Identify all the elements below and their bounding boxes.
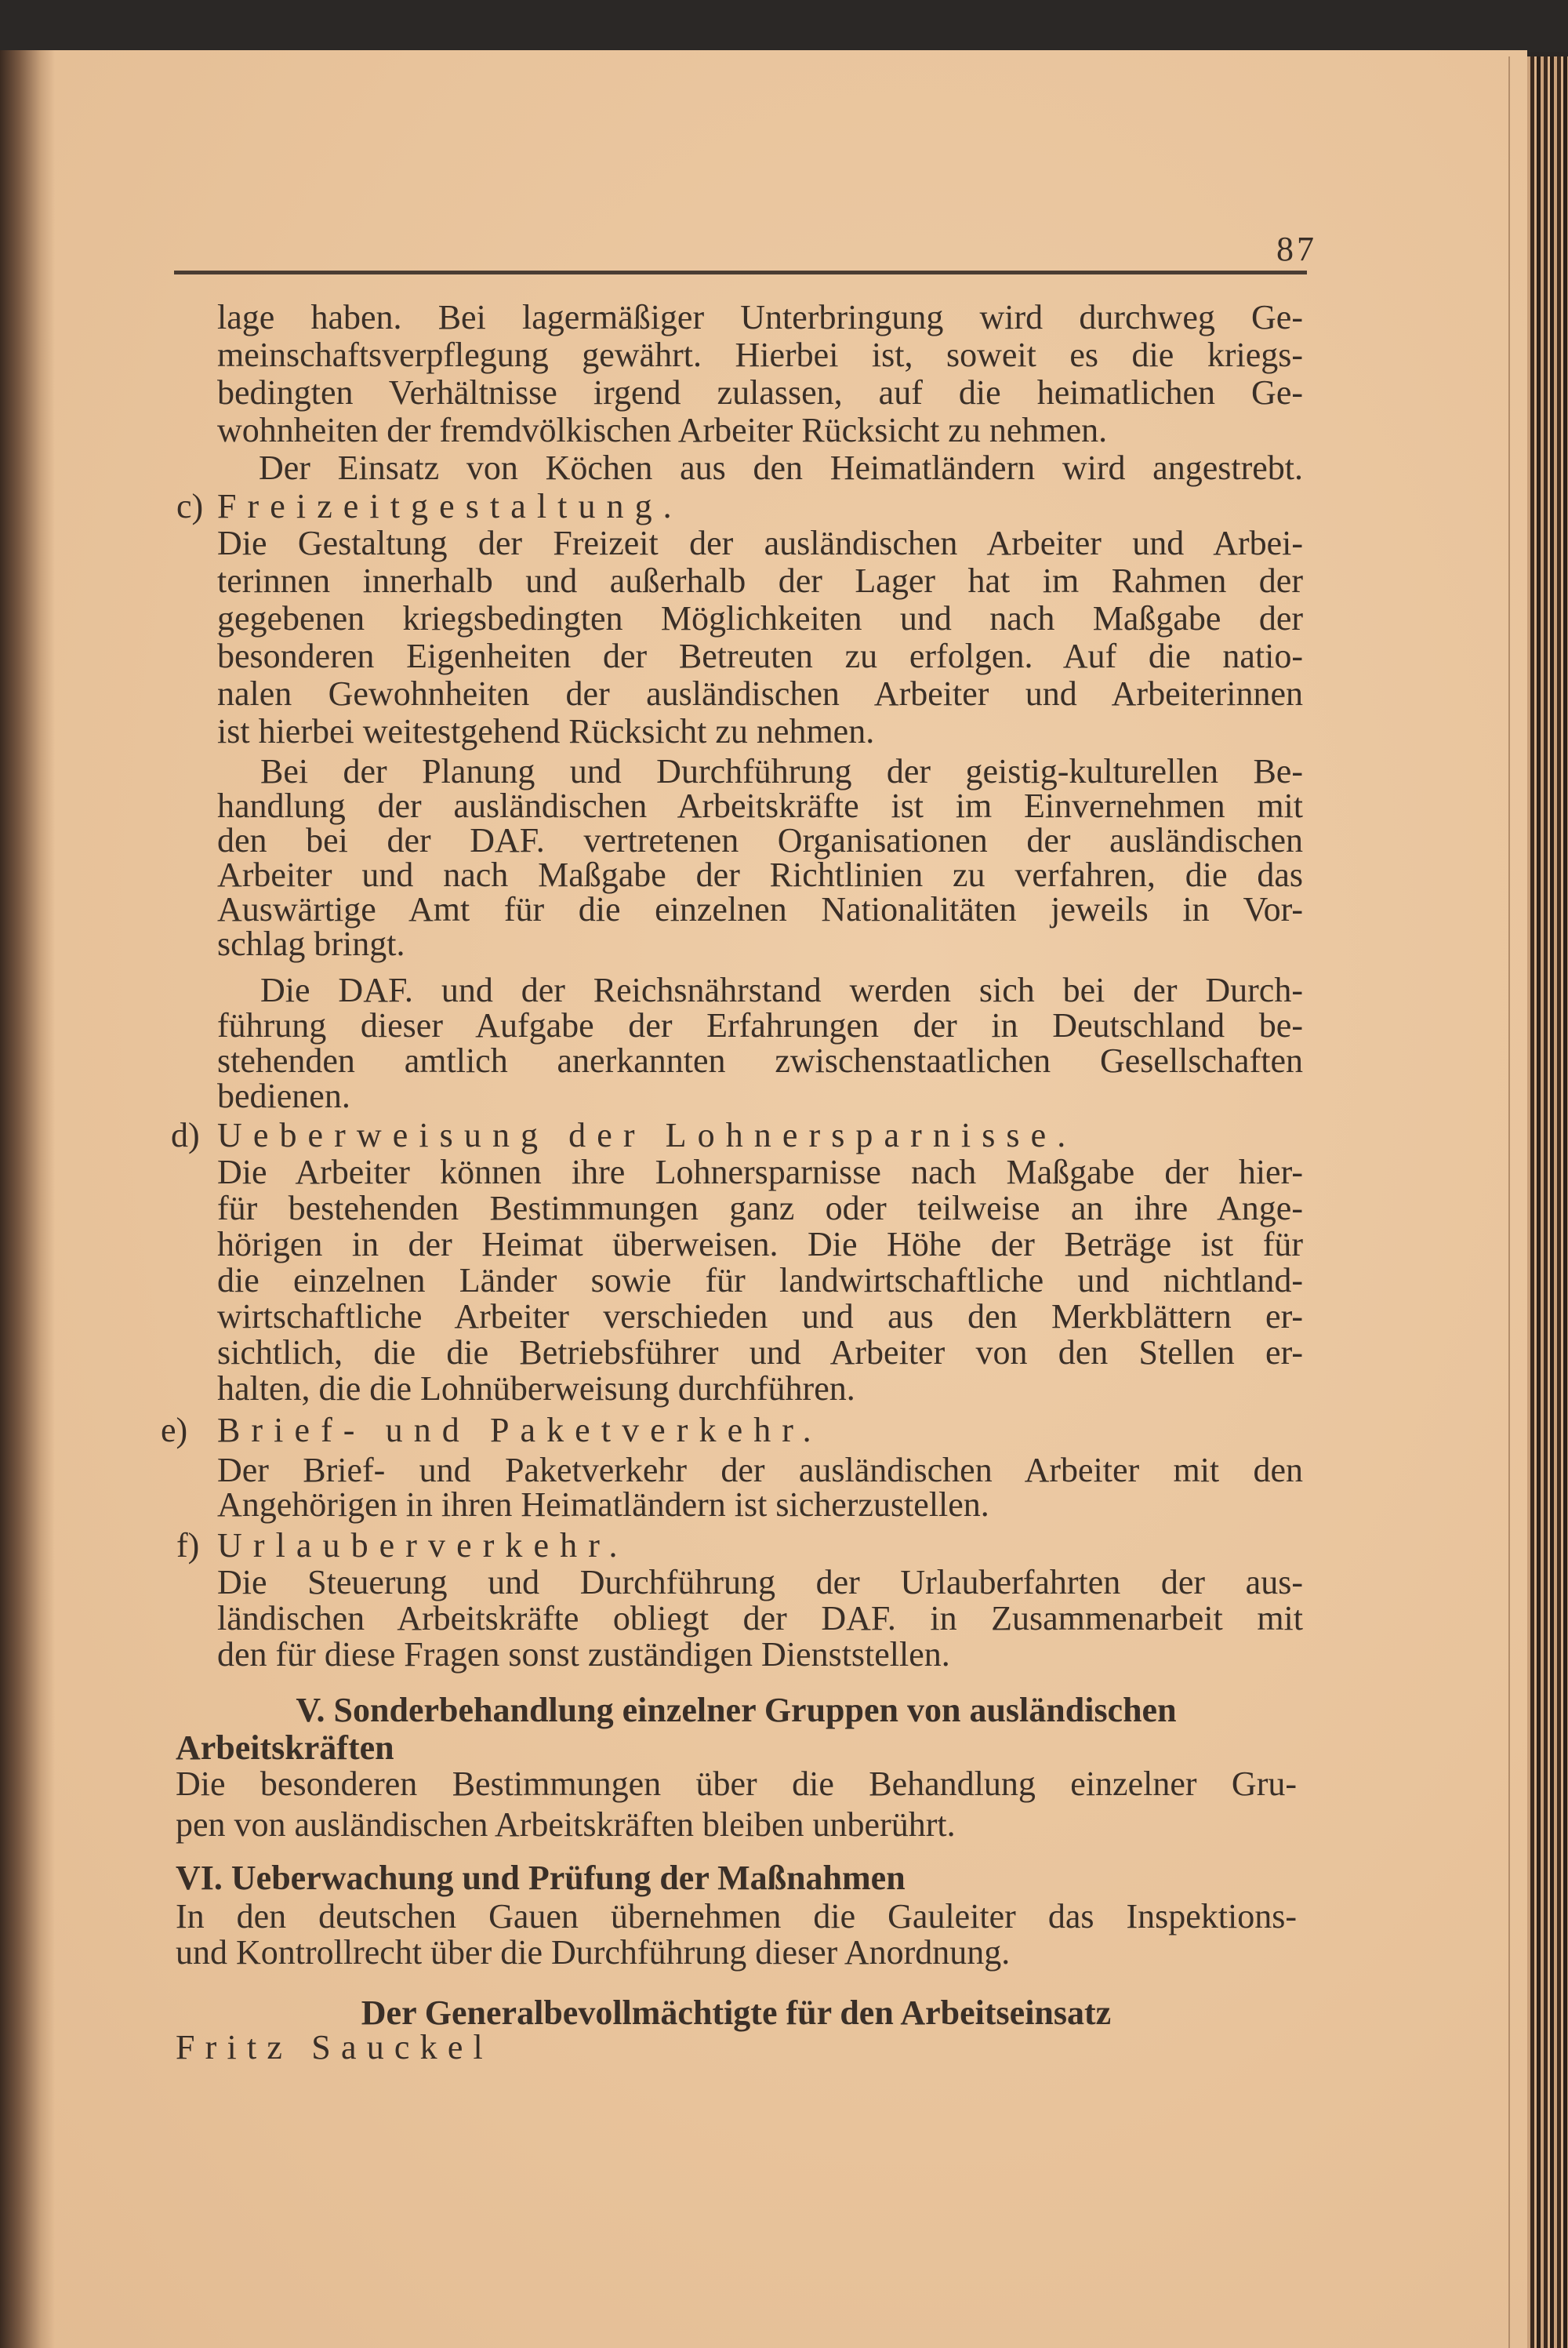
paragraph-urlauberverkehr (217, 1565, 1303, 1673)
text-line: halten, die die Lohnüberweisung durchführen. (217, 1369, 855, 1408)
item-label-f: f) (176, 1526, 200, 1565)
text-line: gegebenen kriegsbedingten Möglichkeiten und nach Maßgabe der (217, 599, 1303, 638)
text-line: V. Sonderbehandlung einzelner Gruppen von ausländischen (296, 1691, 1177, 1729)
item-heading-lohnersparnisse: Ueberweisung der Lohnersparnisse. (217, 1116, 1077, 1154)
paragraph-freizeit-2 (217, 754, 1303, 961)
text-line: den für diese Fragen sonst zuständigen Dienststellen. (217, 1635, 950, 1674)
text-line: Der Einsatz von Köchen aus den Heimatländern wird angestrebt. (259, 449, 1303, 487)
paragraph-ueberwachung (176, 1899, 1297, 1971)
paragraph-sonderbehandlung (176, 1764, 1297, 1845)
text-line: lage haben. Bei lagermäßiger Unterbringung wird durchweg Ge- (217, 298, 1303, 336)
text-line: Die Gestaltung der Freizeit der ausländischen Arbeiter und Arbei- (217, 524, 1303, 562)
text-line: Bei der Planung und Durchführung der geistig-kulturellen Be- (260, 752, 1303, 791)
text-line: die einzelnen Länder sowie für landwirtschaftliche und nichtland- (217, 1261, 1303, 1299)
item-heading-freizeitgestaltung: Freizeitgestaltung. (217, 487, 683, 525)
item-label-e: e) (161, 1411, 188, 1449)
text-line: stehenden amtlich anerkannten zwischenstaatlichen Gesellschaften (217, 1041, 1303, 1080)
chapter-vi-heading (176, 1859, 1297, 1897)
chapter-v-heading (176, 1692, 1297, 1767)
text-line: Die Arbeiter können ihre Lohnersparnisse nach Maßgabe der hier- (217, 1153, 1303, 1191)
text-line: schlag bringt. (217, 925, 405, 963)
text-line: pen von ausländischen Arbeitskräften bleiben unberührt. (176, 1805, 956, 1844)
text-line: Auswärtige Amt für die einzelnen Nationalitäten jeweils in Vor- (217, 890, 1303, 929)
text-line: Die Steuerung und Durchführung der Urlauberfahrten der aus- (217, 1563, 1303, 1601)
page-number: 87 (1276, 230, 1317, 268)
text-line: und Kontrollrecht über die Durchführung dieser Anordnung. (176, 1933, 1011, 1972)
text-line: terinnen innerhalb und außerhalb der Lager hat im Rahmen der (217, 562, 1303, 600)
text-line: bedienen. (217, 1077, 350, 1115)
text-line: ist hierbei weitestgehend Rücksicht zu nehmen. (217, 712, 875, 751)
paragraph-lohnersparnisse (217, 1154, 1303, 1407)
page-stack-edges (1527, 56, 1568, 2348)
header-rule (174, 271, 1307, 274)
text-line: Die DAF. und der Reichsnährstand werden sich bei der Durch- (260, 971, 1303, 1009)
text-line: In den deutschen Gauen übernehmen die Gauleiter das Inspektions- (176, 1897, 1297, 1935)
text-line: VI. Ueberwachung und Prüfung der Maßnahmen (176, 1859, 906, 1897)
item-label-d: d) (171, 1116, 200, 1154)
text-line: führung dieser Aufgabe der Erfahrungen der in Deutschland be- (217, 1006, 1303, 1045)
text-line: hörigen in der Heimat überweisen. Die Höhe der Beträge ist für (217, 1225, 1303, 1263)
paragraph-freizeit-3 (217, 972, 1303, 1114)
text-line: wohnheiten der fremdvölkischen Arbeiter Rücksicht zu nehmen. (217, 411, 1108, 449)
paragraph-cooks (259, 449, 1303, 487)
item-heading-urlauberverkehr: Urlauberverkehr. (217, 1526, 629, 1565)
text-line: Fritz Sauckel (176, 2028, 493, 2066)
scan-background (0, 0, 1568, 52)
text-line: für bestehenden Bestimmungen ganz oder teilweise an ihre Ange- (217, 1189, 1303, 1227)
text-line: Arbeiter und nach Maßgabe der Richtlinien zu verfahren, die das (217, 856, 1303, 894)
text-line: bedingten Verhältnisse irgend zulassen, auf die heimatlichen Ge- (217, 373, 1303, 412)
text-line: meinschaftsverpflegung gewährt. Hierbei ist, soweit es die kriegs- (217, 336, 1303, 374)
paragraph-accommodation (217, 299, 1303, 449)
signature-block (176, 1996, 1297, 2065)
text-line: Der Generalbevollmächtigte für den Arbeitseinsatz (361, 1994, 1112, 2032)
text-line: Die besonderen Bestimmungen über die Behandlung einzelner Gru- (176, 1765, 1297, 1803)
text-line: Angehörigen in ihren Heimatländern ist sicherzustellen. (217, 1485, 989, 1524)
paragraph-freizeit-1 (217, 525, 1303, 751)
paragraph-briefverkehr (217, 1453, 1303, 1522)
text-line: Der Brief- und Paketverkehr der ausländischen Arbeiter mit den (217, 1451, 1303, 1489)
text-line: den bei der DAF. vertretenen Organisationen der ausländischen (217, 821, 1303, 860)
text-line: besonderen Eigenheiten der Betreuten zu erfolgen. Auf die natio- (217, 637, 1303, 675)
text-line: nalen Gewohnheiten der ausländischen Arbeiter und Arbeiterinnen (217, 674, 1303, 713)
binding-shadow (0, 50, 55, 2348)
text-line: wirtschaftliche Arbeiter verschieden und aus den Merkblättern er- (217, 1297, 1303, 1336)
page-edge-line (1508, 56, 1510, 2348)
item-label-c: c) (176, 487, 204, 525)
text-line: handlung der ausländischen Arbeitskräfte ist im Einvernehmen mit (217, 787, 1303, 825)
text-line: ländischen Arbeitskräfte obliegt der DAF. in Zusammenarbeit mit (217, 1599, 1303, 1637)
text-line: Arbeitskräften (176, 1728, 394, 1767)
item-heading-briefverkehr: Brief- und Paketverkehr. (217, 1411, 822, 1449)
text-line: sichtlich, die die Betriebsführer und Arbeiter von den Stellen er- (217, 1333, 1303, 1372)
